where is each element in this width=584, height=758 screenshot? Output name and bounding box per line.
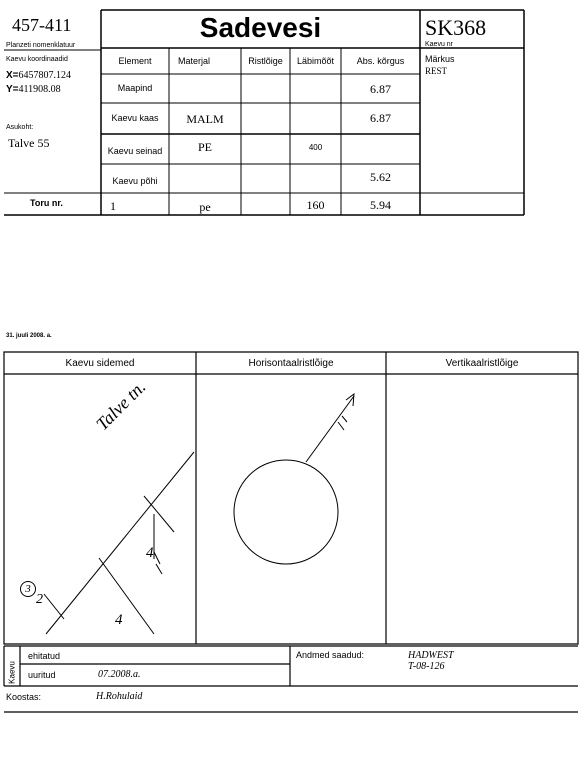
pipe-label: Toru nr. [30, 198, 63, 208]
footer-side-label: Kaevu [7, 661, 17, 684]
table-row-material: MALM [186, 112, 224, 126]
table-row-height: 5.62 [370, 170, 391, 184]
nomenclature-number: 457-411 [12, 15, 72, 35]
table-row-height: 6.87 [370, 111, 391, 125]
footer-frame [0, 642, 584, 722]
coords-label: Kaevu koordinaadid [6, 56, 68, 63]
pipe-arrow-icon [306, 396, 354, 462]
table-row-height: 6.87 [370, 82, 391, 96]
pipe-material: pe [199, 200, 211, 214]
table-row-element: Kaevu põhi [112, 176, 158, 186]
pipe-annotation-b: 4 [115, 612, 123, 628]
x-coordinate [6, 70, 71, 81]
pipe-diameter: 160 [306, 198, 325, 212]
col-cross: Ristlõige [248, 56, 283, 66]
table-row-element: Kaevu seinad [107, 146, 163, 156]
pipe-number: 1 [110, 199, 116, 213]
table-row-element: Maapind [117, 83, 153, 93]
source-code: T-08-126 [408, 661, 445, 672]
col-element: Element [118, 56, 152, 66]
pipe-annotation-a: 4 [146, 545, 154, 561]
page-title: Sadevesi [199, 12, 322, 43]
horizontal-section-sketch [196, 374, 386, 644]
section-connections-title: Kaevu sidemed [65, 358, 135, 369]
date: 31. juuli 2008. a. [6, 333, 52, 339]
section-vertical-title: Vertikaalristlõige [445, 358, 519, 369]
location-label: Asukoht: [6, 124, 34, 131]
col-diameter: Läbimõõt [296, 56, 335, 66]
nomenclature-label: Planzeti nomenklatuur [6, 42, 76, 49]
section-horizontal-title: Horisontaalristlõige [248, 358, 334, 369]
table-row-diameter: 400 [308, 143, 323, 152]
col-material: Materjal [177, 56, 210, 66]
y-value: 411908.08 [18, 84, 61, 95]
y-label: Y= [6, 84, 19, 95]
built-label: ehitatud [28, 651, 61, 661]
source-value: HADWEST [408, 650, 454, 661]
x-label: X= [6, 70, 19, 81]
measured-value: 07.2008.a. [98, 669, 141, 680]
remarks-label: Märkus [425, 54, 455, 64]
author-label: Koostas: [6, 692, 42, 702]
source-label: Andmed saadud: [296, 650, 365, 660]
col-height: Abs. kõrgus [356, 56, 405, 66]
table-row-material: PE [197, 140, 212, 154]
x-value: 6457807.124 [18, 70, 72, 81]
circled-number: 3 [20, 581, 36, 597]
location-value: Talve 55 [8, 136, 50, 150]
table-row-element: Kaevu kaas [111, 113, 159, 123]
measured-label: uuritud [28, 670, 56, 680]
circled-number-side: 2 [36, 592, 43, 607]
well-number-label: Kaevu nr [425, 41, 454, 48]
street-name-annotation: Talve tn. [92, 376, 150, 435]
well-circle [234, 460, 338, 564]
y-coordinate [6, 84, 61, 95]
pipe-height: 5.94 [370, 198, 391, 212]
author-value: H.Rohulaid [96, 691, 143, 702]
well-number: SK368 [425, 15, 487, 40]
remarks-value: REST [425, 66, 448, 76]
